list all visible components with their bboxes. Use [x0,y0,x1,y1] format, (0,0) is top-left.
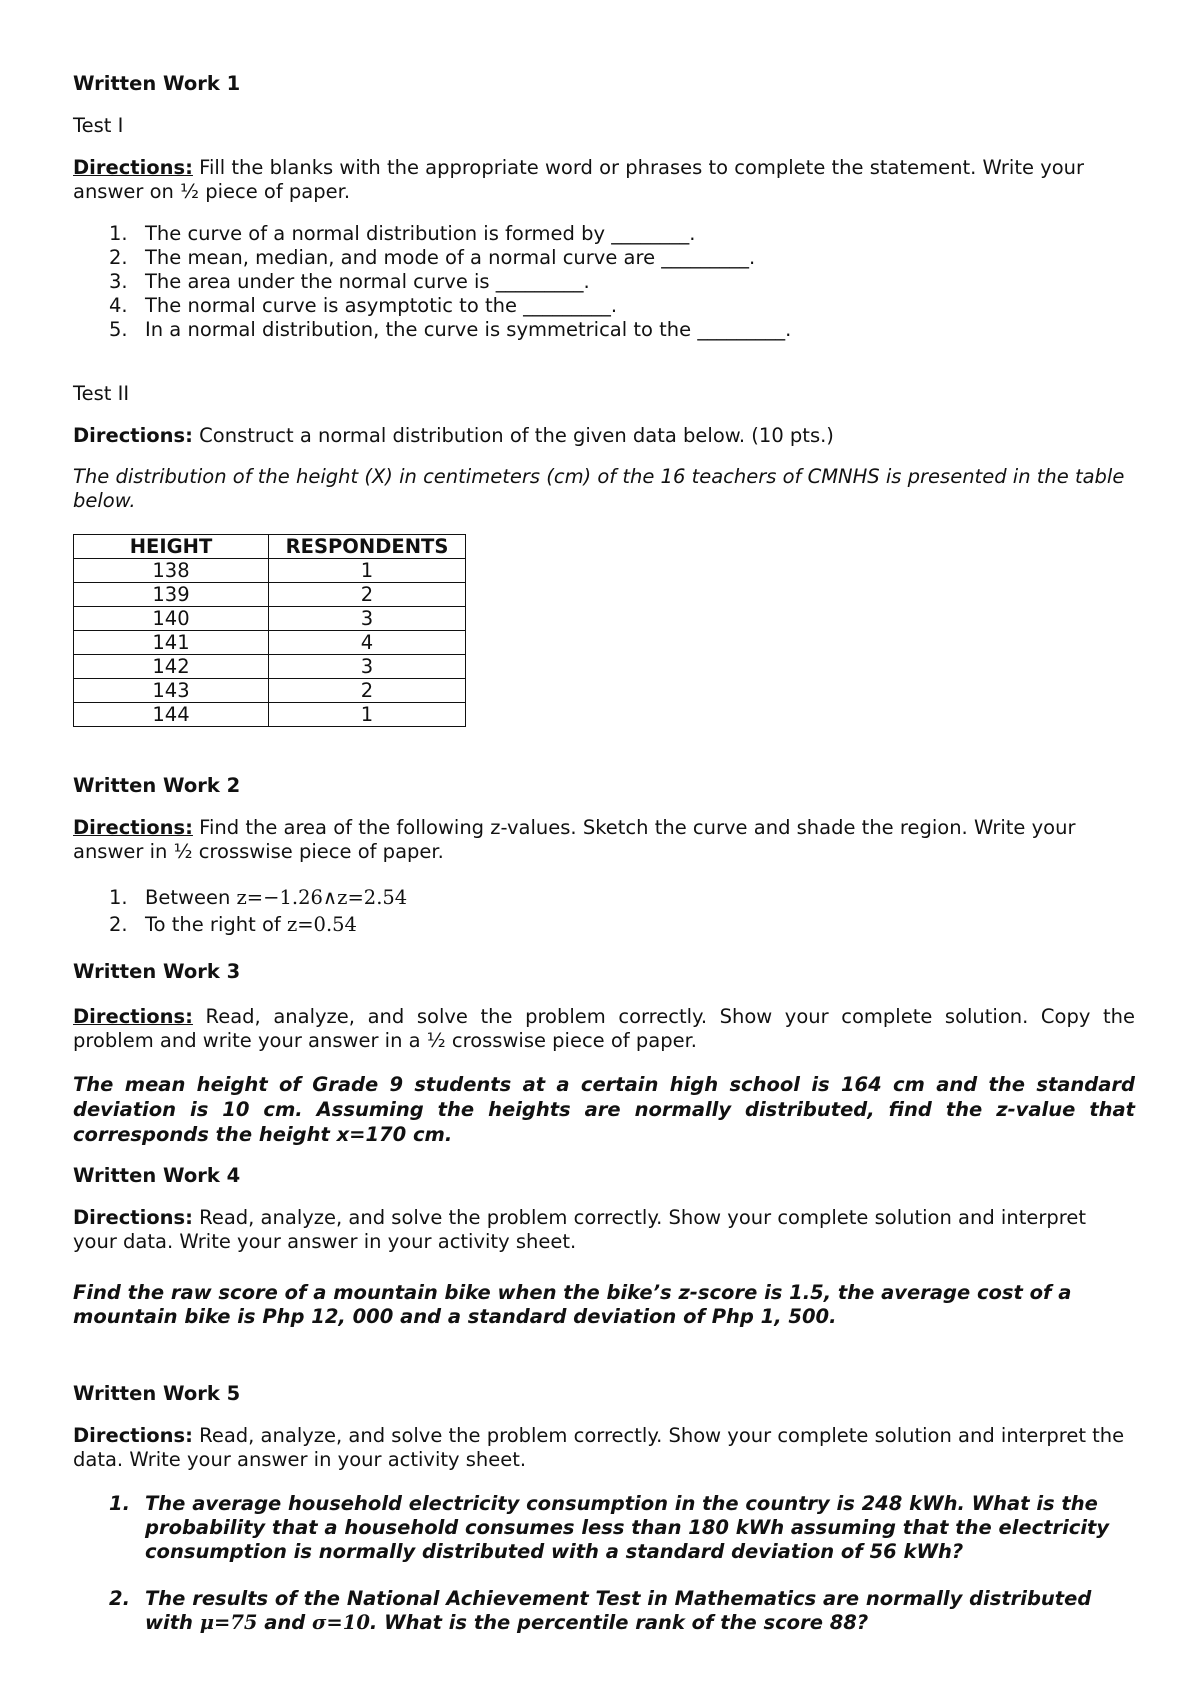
directions-text: Read, analyze, and solve the problem correctly. Show your complete solution and interpret your data. Write your answer in your activity sheet. [73,1206,1086,1253]
math-expression: z=0.54 [286,913,357,936]
respondents-cell: 2 [269,583,466,607]
respondents-cell: 3 [269,655,466,679]
table-row [74,559,466,583]
directions-text: Read, analyze, and solve the problem correctly. Show your complete solution. Copy the problem and write your answer in a ½ crosswise piece of paper. [73,1005,1135,1052]
table-row [74,655,466,679]
ww5-directions [73,1424,1135,1472]
ww3-title: Written Work 3 [73,960,241,983]
test2-directions [73,424,1135,448]
directions-label: Directions: [73,1206,193,1229]
ww5-title: Written Work 5 [73,1382,241,1405]
list-item: 1. Between z=−1.26∧z=2.54 [109,886,408,909]
ww3-problem: The mean height of Grade 9 students at a certain high school is 164 cm and the standard deviation is 10 cm. Assuming the heights are normally distributed, find the z-value that corresponds the height x=170 cm. [73,1073,1135,1146]
directions-text: Find the area of the following z-values. Sketch the curve and shade the region. Write your answer in ½ crosswise piece of paper. [73,816,1076,863]
test2-intro: The distribution of the height (X) in centimeters (cm) of the 16 teachers of CMNHS is presented in the table below. [73,465,1125,512]
respondents-cell: 1 [269,559,466,583]
table-header-row [74,535,466,559]
ww2-directions [73,816,1135,864]
column-header-respondents: RESPONDENTS [269,535,466,559]
height-cell: 142 [74,655,269,679]
directions-text: Read, analyze, and solve the problem correctly. Show your complete solution and interpret the data. Write your answer in your activity sheet. [73,1424,1125,1471]
ww5-items-2 [73,1587,1135,1635]
math-expression: μ=75 [199,1611,258,1634]
ww4-directions [73,1206,1135,1254]
directions-label: Directions: [73,424,193,447]
ww2-title: Written Work 2 [73,774,241,797]
height-cell: 144 [74,703,269,727]
height-table [73,534,466,727]
table-row [74,583,466,607]
list-item: 2. The results of the National Achievement Test in Mathematics are normally distributed with μ=75 and σ=10. What is the percentile rank of the score 88? [109,1587,1092,1634]
ww4-title: Written Work 4 [73,1164,241,1187]
list-item: 1. The curve of a normal distribution is formed by ________. [109,222,696,245]
directions-label: Directions: [73,1424,193,1447]
directions-label: Directions: [73,156,193,179]
table-row [74,607,466,631]
respondents-cell: 3 [269,607,466,631]
directions-label: Directions: [73,1005,193,1028]
list-item: 4. The normal curve is asymptotic to the _________. [109,294,618,317]
test1-items [73,222,1135,342]
height-cell: 138 [74,559,269,583]
table-row [74,631,466,655]
respondents-cell: 4 [269,631,466,655]
respondents-cell: 2 [269,679,466,703]
directions-text: Fill the blanks with the appropriate word or phrases to complete the statement. Write your answer on ½ piece of paper. [73,156,1085,203]
height-cell: 140 [74,607,269,631]
math-expression: σ=10 [312,1611,370,1634]
column-header-height: HEIGHT [74,535,269,559]
list-item: 2. The mean, median, and mode of a normal curve are _________. [109,246,756,269]
respondents-cell: 1 [269,703,466,727]
height-cell: 141 [74,631,269,655]
ww2-items [73,884,1135,938]
test1-directions [73,156,1135,204]
height-cell: 139 [74,583,269,607]
directions-label: Directions: [73,816,193,839]
ww5-items [73,1492,1135,1564]
list-item: 2. To the right of z=0.54 [109,913,357,936]
test1-label: Test I [73,114,124,137]
ww3-directions [73,1005,1135,1053]
list-item: 1. The average household electricity consumption in the country is 248 kWh. What is the probability that a household consumes less than 180 kWh assuming that the electricity consumption is normally distributed with a standard deviation of 56 kWh? [109,1492,1110,1563]
list-item: 5. In a normal distribution, the curve is symmetrical to the _________. [109,318,792,341]
height-cell: 143 [74,679,269,703]
test2-label: Test II [73,382,130,405]
ww4-problem: Find the raw score of a mountain bike when the bike’s z-score is 1.5, the average cost of a mountain bike is Php 12, 000 and a standard deviation of Php 1, 500. [73,1281,1072,1328]
directions-text: Construct a normal distribution of the given data below. (10 pts.) [192,424,834,447]
list-item: 3. The area under the normal curve is _________. [109,270,590,293]
ww1-title: Written Work 1 [73,72,241,95]
math-expression: z=−1.26∧z=2.54 [236,886,408,909]
table-row [74,703,466,727]
table-row [74,679,466,703]
